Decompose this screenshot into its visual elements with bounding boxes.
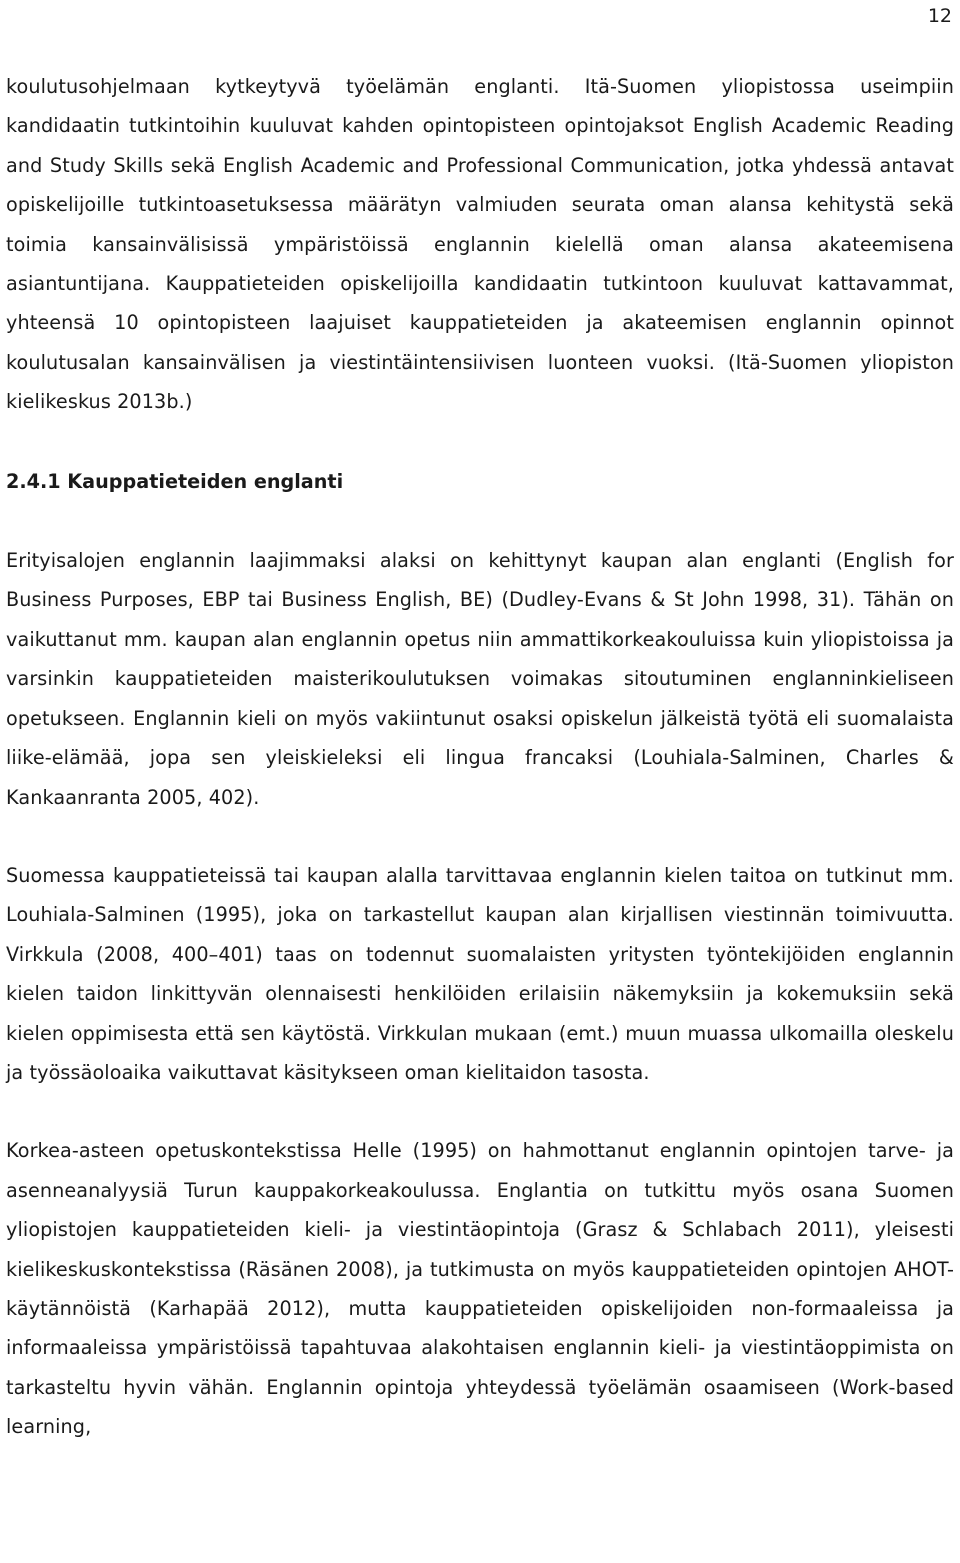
paragraph-higher-education: Korkea-asteen opetuskontekstissa Helle (1995) on hahmottanut englannin opintojen tarve- ja asenneanalyysiä Turun kauppakorkeakoulussa. Englantia on tutkittu myös osana Suomen yliopistojen kauppatieteiden kieli- ja viestintäopintoja (Grasz & Schlabach 2011), yleisesti kielikeskuskontekstissa (Räsänen 2008), ja tutkimusta on myös kauppatieteiden opintojen AHOT-käytännöistä (Karhapää 2012), mutta kauppatieteiden opiskelijoiden non-formaaleissa ja informaaleissa ympäristöissä tapahtuvaa alakohtaisen englannin kieli- ja viestintäoppimista on tarkasteltu hyvin vähän. Englannin opintoja yhteydessä työelämän osaamiseen (Work-based learning, [6, 1139, 954, 1439]
spacer [6, 817, 954, 856]
paragraph-intro: koulutusohjelmaan kytkeytyvä työelämän englanti. Itä-Suomen yliopistossa useimpiin kandidaatin tutkintoihin kuuluvat kahden opintopisteen opintojaksot English Academic Reading and Study Skills sekä English Academic and Professional Communication, jotka yhdessä antavat opiskelijoille tutkintoasetuksessa määrätyn valmiuden seurata oman alansa kehitystä sekä toimia kansainvälisissä ympäristöissä englannin kielellä oman alansa akateemisena asiantuntijana. Kauppatieteiden opiskelijoilla kandidaatin tutkintoon kuuluvat kattavammat, yhteensä 10 opintopisteen laajuiset kauppatieteiden ja akateemisen englannin opinnot koulutusalan kansainvälisen ja viestintäintensiivisen luonteen vuoksi. (Itä-Suomen yliopiston kielikeskus 2013b.) [6, 75, 954, 414]
paragraph-finland-research: Suomessa kauppatieteissä tai kaupan alalla tarvittavaa englannin kielen taitoa on tutkinut mm. Louhiala-Salminen (1995), joka on tarkastellut kaupan alan kirjallisen viestinnän toimivuutta. Virkkula (2008, 400–401) taas on todennut suomalaisten yritysten työntekijöiden englannin kielen taidon linkittyvän olennaisesti henkilöiden erilaisiin näkemyksiin ja kokemuksiin sekä kielen oppimisesta että sen käytöstä. Virkkulan mukaan (emt.) muun muassa ulkomailla oleskelu ja työssäoloaika vaikuttavat käsitykseen oman kielitaidon tasosta. [6, 863, 954, 1084]
document-body [6, 67, 954, 1447]
spacer [6, 501, 954, 541]
spacer [6, 422, 954, 462]
section-heading: 2.4.1 Kauppatieteiden englanti [6, 469, 344, 493]
paragraph-business-english: Erityisalojen englannin laajimmaksi alaksi on kehittynyt kaupan alan englanti (English for Business Purposes, EBP tai Business English, BE) (Dudley-Evans & St John 1998, 31). Tähän on vaikuttanut mm. kaupan alan englannin opetus niin ammattikorkeakouluissa kuin yliopistoissa ja varsinkin kauppatieteiden maisterikoulutuksen voimakas sitoutuminen englanninkieliseen opetukseen. Englannin kieli on myös vakiintunut osaksi opiskelun jälkeistä työtä eli suomalaista liike-elämää, jopa sen yleiskieleksi eli lingua francaksi (Louhiala-Salminen, Charles & Kankaanranta 2005, 402). [6, 549, 954, 809]
spacer [6, 1092, 954, 1131]
page-number: 12 [927, 5, 952, 27]
